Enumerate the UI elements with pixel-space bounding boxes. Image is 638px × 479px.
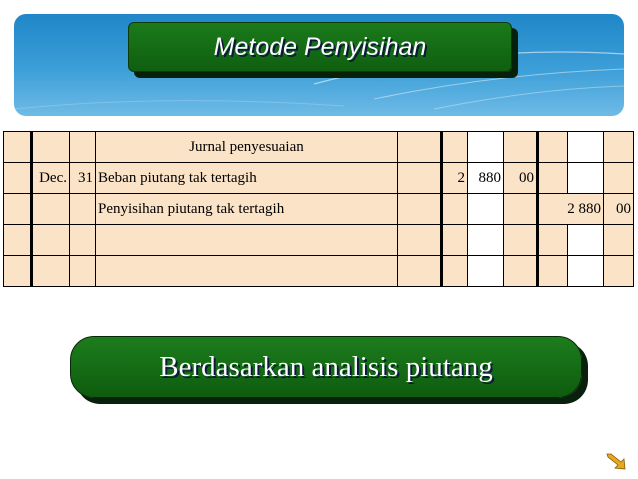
slide-title <box>128 22 512 72</box>
cell-credit-b <box>568 225 604 256</box>
cell-ref <box>398 225 442 256</box>
cell-credit-b <box>568 256 604 287</box>
cell-credit-b <box>568 163 604 194</box>
cell-ref <box>398 194 442 225</box>
cell-blank <box>4 132 32 163</box>
cell-description: Beban piutang tak tertagih <box>96 163 398 194</box>
cell-ref <box>398 163 442 194</box>
cell-description <box>96 225 398 256</box>
cell-debit-b: 880 <box>468 163 504 194</box>
cell-blank <box>4 194 32 225</box>
journal-table <box>3 131 634 287</box>
basis-button-label: Berdasarkan analisis piutang <box>159 350 493 383</box>
cell-debit-c <box>504 194 538 225</box>
cell-debit-b <box>468 225 504 256</box>
cell-day: 31 <box>70 163 96 194</box>
cell-ref <box>398 256 442 287</box>
cell-blank <box>4 163 32 194</box>
cell-debit-a <box>442 256 468 287</box>
cell-description: Penyisihan piutang tak tertagih <box>96 194 398 225</box>
journal-row <box>4 256 634 287</box>
cell-debit-a: 2 <box>442 163 468 194</box>
cell-debit-a <box>442 132 468 163</box>
cell-credit-a <box>538 256 568 287</box>
cell-day <box>70 194 96 225</box>
cell-day <box>70 256 96 287</box>
cell-debit-b <box>468 256 504 287</box>
cell-credit-c <box>604 163 634 194</box>
cell-blank <box>4 256 32 287</box>
journal-row <box>4 225 634 256</box>
cell-credit-amount: 2 880 <box>538 194 604 225</box>
cell-month <box>32 194 70 225</box>
cell-debit-c: 00 <box>504 163 538 194</box>
cell-blank <box>4 225 32 256</box>
cell-debit-a <box>442 194 468 225</box>
journal-row <box>4 194 634 225</box>
cell-description: Jurnal penyesuaian <box>96 132 398 163</box>
journal-row <box>4 132 634 163</box>
cell-credit-a <box>538 132 568 163</box>
cell-month: Dec. <box>32 163 70 194</box>
cell-credit-a <box>538 163 568 194</box>
cell-day <box>70 132 96 163</box>
cell-month <box>32 256 70 287</box>
cell-debit-c <box>504 256 538 287</box>
cell-debit-c <box>504 132 538 163</box>
basis-button[interactable] <box>70 336 582 398</box>
cell-credit-c: 00 <box>604 194 634 225</box>
cell-debit-c <box>504 225 538 256</box>
cell-ref <box>398 132 442 163</box>
cell-credit-a <box>538 225 568 256</box>
cell-debit-b <box>468 132 504 163</box>
cell-credit-c <box>604 225 634 256</box>
cell-description <box>96 256 398 287</box>
cell-month <box>32 225 70 256</box>
cell-debit-b <box>468 194 504 225</box>
cell-credit-b <box>568 132 604 163</box>
slide-title-text: Metode Penyisihan <box>213 32 427 61</box>
cell-debit-a <box>442 225 468 256</box>
cell-day <box>70 225 96 256</box>
cell-credit-c <box>604 132 634 163</box>
cell-credit-c <box>604 256 634 287</box>
next-slide-arrow-icon[interactable] <box>605 452 627 470</box>
cell-month <box>32 132 70 163</box>
journal-row <box>4 163 634 194</box>
